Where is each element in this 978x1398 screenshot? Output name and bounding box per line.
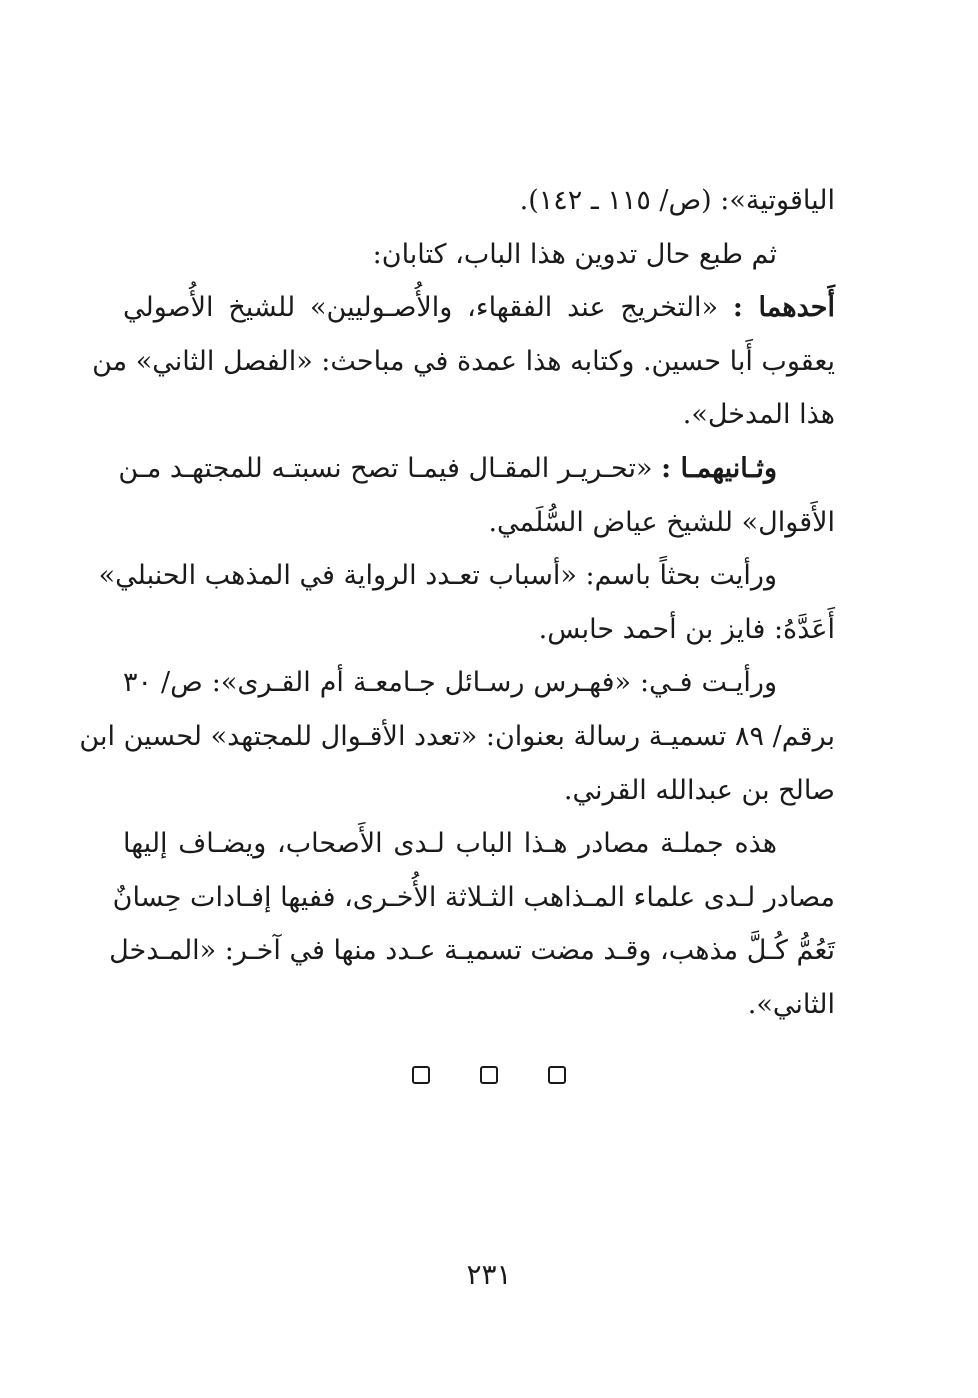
page-number: ٢٣١ <box>466 1258 512 1291</box>
square-ornament-icon <box>548 1066 566 1084</box>
text-line: تَعُمُّ كُـلَّ مذهب، وقـد مضت تسميـة عـدد منها في آخـر: «المـدخل <box>109 935 835 967</box>
body-text <box>79 174 835 1032</box>
text-run: «تحـريـر المقـال فيمـا تصح نسبتـه للمجتهـد مـن <box>118 452 653 484</box>
text-line: برقم/ ٨٩ تسميـة رسالة بعنوان: «تعدد الأقـوال للمجتهد» لحسين ابن <box>79 720 835 752</box>
square-ornament-icon <box>412 1066 430 1084</box>
text-line: يعقوب أَبا حسين. وكتابه هذا عمدة في مباحث: «الفصل الثاني» من <box>92 345 835 377</box>
text-line: صالح بن عبدالله القرني. <box>563 774 835 806</box>
text-line: الياقوتية»: (ص/ ١١٥ ـ ١٤٢). <box>519 185 835 216</box>
section-divider <box>0 1066 978 1084</box>
text-line: الأَقوال» للشيخ عياض السُّلَمي. <box>488 506 835 538</box>
text-line: ثم طبع حال تدوين هذا الباب، كتابان: <box>372 238 777 270</box>
text-line: مصادر لـدى علماء المـذاهب الثـلاثة الأُخـرى، ففيها إفـادات حِسانٌ <box>112 881 835 913</box>
text-line: هذه جملـة مصادر هـذا الباب لـدى الأَصحاب، ويضـاف إليها <box>123 828 777 860</box>
paragraph-label: وثـانيهمـا : <box>661 452 777 484</box>
square-ornament-icon <box>480 1066 498 1084</box>
text-line: ورأيت بحثاً باسم: «أسباب تعـدد الرواية في المذهب الحنبلي» <box>98 560 777 592</box>
text-line <box>118 442 835 496</box>
text-line <box>123 281 835 335</box>
text-line: الثاني». <box>747 988 835 1020</box>
text-run: «التخريج عند الفقهاء، والأُصـوليين» للشيخ الأُصولي <box>123 292 719 324</box>
text-line: ورأيـت فـي: «فهـرس رسـائل جـامعـة أم القـرى»: ص/ ٣٠ <box>123 667 777 699</box>
text-line: أَعَدَّهُ: فايز بن أحمد حابس. <box>538 613 835 645</box>
paragraph-label: أَحدهما : <box>732 292 835 324</box>
text-line: هذا المدخل». <box>682 399 835 431</box>
